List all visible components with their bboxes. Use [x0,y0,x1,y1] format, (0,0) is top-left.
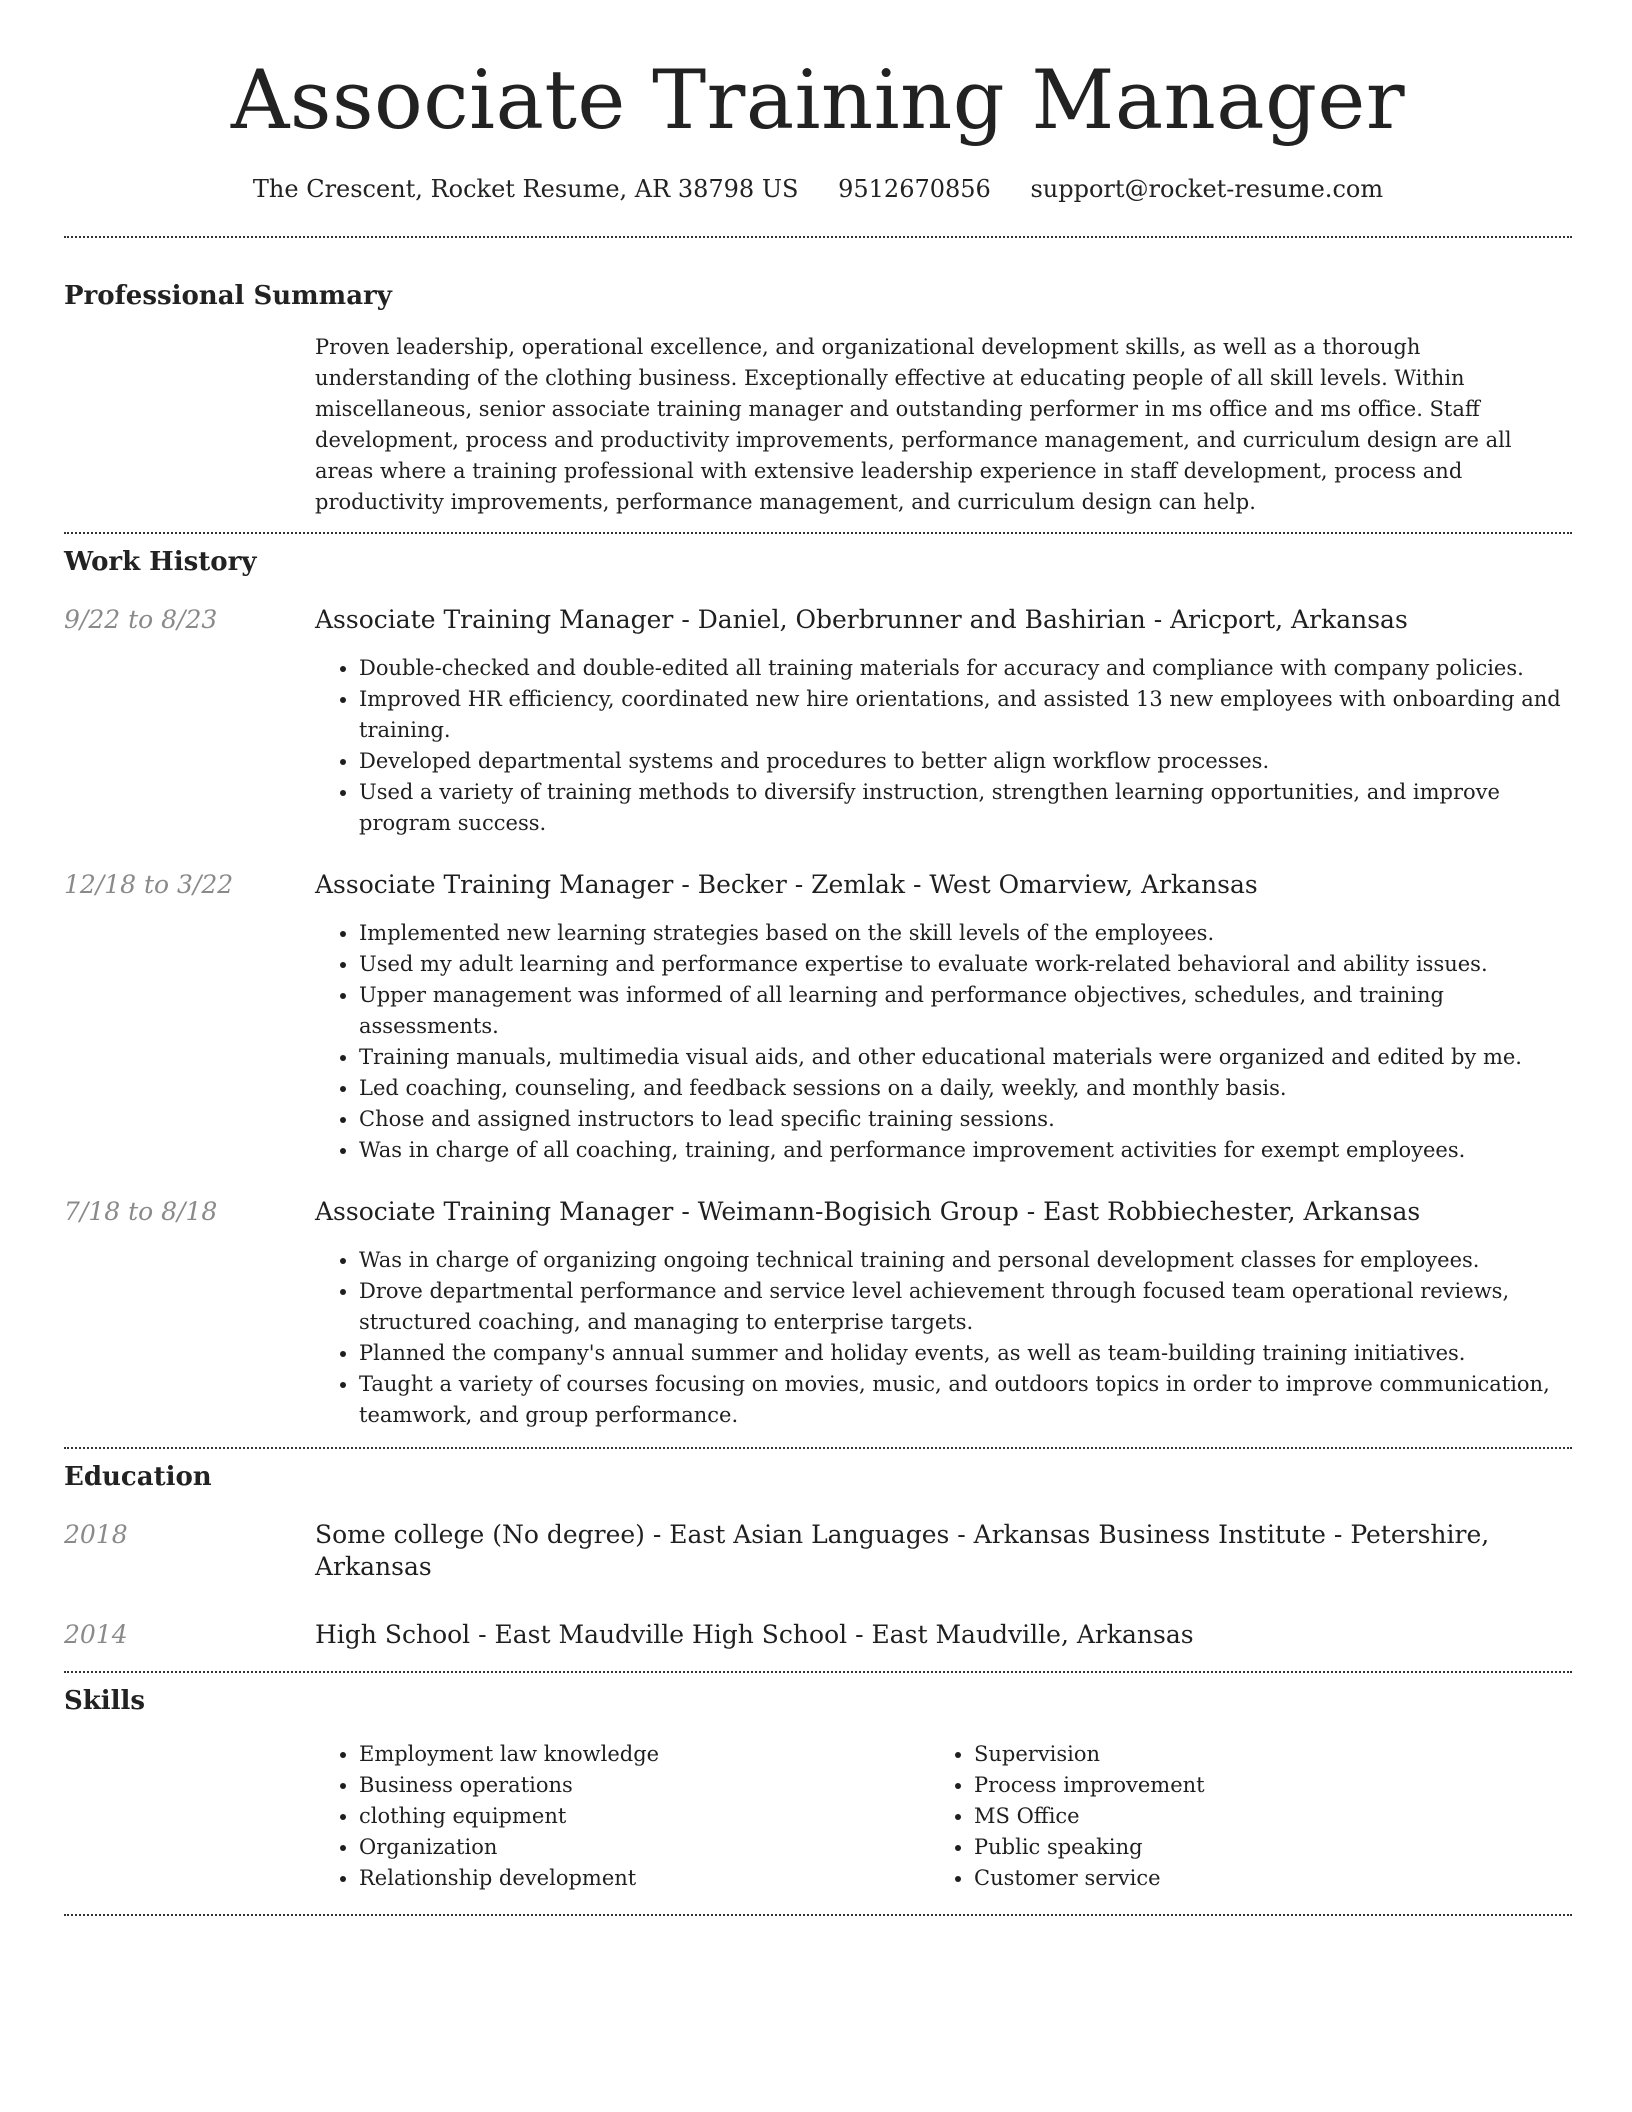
skill-item: • Public speaking [974,1832,1545,1863]
resume-name: Associate Training Manager [230,54,1406,148]
job-entry [64,604,1572,839]
skill-item: • Relationship development [359,1863,930,1894]
education-detail: High School - East Maudville High School - East Maudville, Arkansas [315,1620,1194,1649]
education-year: 2014 [64,1620,128,1649]
skills-column-2 [930,1739,1545,1894]
skill-item: • MS Office [974,1801,1545,1832]
job-title: Associate Training Manager - Daniel, Oberbrunner and Bashirian - Aricport, Arkansas [315,605,1408,634]
skill-item: • clothing equipment [359,1801,930,1832]
job-bullet: • Was in charge of organizing ongoing technical training and personal development classes for employees. [359,1245,1572,1276]
job-bullet: • Taught a variety of courses focusing on movies, music, and outdoors topics in order to improve communication, teamwork, and group performance. [359,1369,1572,1431]
education-entry [64,1619,1572,1651]
job-bullet: • Developed departmental systems and procedures to better align workflow processes. [359,746,1572,777]
education-title: Education [64,1462,212,1492]
job-bullet: • Chose and assigned instructors to lead specific training sessions. [359,1104,1572,1135]
divider [64,532,1572,534]
summary-section [64,280,1572,518]
contact-phone: 9512670856 [838,175,991,203]
job-bullet: • Training manuals, multimedia visual aids, and other educational materials were organized and edited by me. [359,1042,1572,1073]
summary-text: Proven leadership, operational excellence, and organizational development skills, as well as a thorough understanding of the clothing business. Exceptionally effective at educating people of all skill levels. Within miscellaneous, senior associate training manager and outstanding performer in ms office and ms office. Staff development, process and productivity improvements, performance management, and curriculum design are all areas where a training professional with extensive leadership experience in staff development, process and productivity improvements, performance management, and curriculum design can help. [315,335,1512,514]
divider [64,1671,1572,1673]
job-bullets [315,1245,1572,1431]
skill-item: • Business operations [359,1770,930,1801]
job-bullet: • Drove departmental performance and service level achievement through focused team operational reviews, structured coaching, and managing to enterprise targets. [359,1276,1572,1338]
job-bullet: • Upper management was informed of all learning and performance objectives, schedules, and training assessments. [359,980,1572,1042]
work-section [64,546,1572,1431]
skills-title: Skills [64,1686,146,1716]
job-dates: 12/18 to 3/22 [64,870,234,899]
job-bullet: • Was in charge of all coaching, training, and performance improvement activities for exempt employees. [359,1135,1572,1166]
skill-item: • Customer service [974,1863,1545,1894]
education-section [64,1461,1572,1651]
job-title: Associate Training Manager - Becker - Zemlak - West Omarview, Arkansas [315,870,1258,899]
job-bullet: • Implemented new learning strategies based on the skill levels of the employees. [359,918,1572,949]
skills-spacer [64,1739,315,1894]
job-bullet: • Double-checked and double-edited all training materials for accuracy and compliance with company policies. [359,653,1572,684]
contact-address: The Crescent, Rocket Resume, AR 38798 US [252,175,799,203]
education-detail: Some college (No degree) - East Asian Languages - Arkansas Business Institute - Petershire, Arkansas [315,1520,1490,1581]
skill-item: • Organization [359,1832,930,1863]
education-entry [64,1519,1572,1583]
skills-column-1 [315,1739,930,1894]
job-bullet: • Used my adult learning and performance expertise to evaluate work-related behavioral and ability issues. [359,949,1572,980]
divider [64,1447,1572,1449]
job-bullet: • Led coaching, counseling, and feedback sessions on a daily, weekly, and monthly basis. [359,1073,1572,1104]
work-title: Work History [64,547,257,577]
job-bullet: • Planned the company's annual summer and holiday events, as well as team-building training initiatives. [359,1338,1572,1369]
divider [64,1914,1572,1916]
job-dates: 9/22 to 8/23 [64,605,218,634]
contact-email: support@rocket-resume.com [1030,175,1384,203]
skill-item: • Process improvement [974,1770,1545,1801]
skills-section [64,1685,1572,1894]
job-entry [64,869,1572,1166]
summary-spacer [64,332,315,518]
job-bullets [315,653,1572,839]
skill-item: • Employment law knowledge [359,1739,930,1770]
job-bullet: • Used a variety of training methods to diversify instruction, strengthen learning opportunities, and improve program success. [359,777,1572,839]
resume-page [64,0,1572,1916]
job-dates: 7/18 to 8/18 [64,1197,218,1226]
skill-item: • Supervision [974,1739,1545,1770]
job-entry [64,1196,1572,1431]
contact-line [64,174,1572,204]
divider [64,236,1572,238]
job-title: Associate Training Manager - Weimann-Bogisich Group - East Robbiechester, Arkansas [315,1197,1421,1226]
summary-title: Professional Summary [64,281,392,311]
education-year: 2018 [64,1520,128,1549]
job-bullet: • Improved HR efficiency, coordinated new hire orientations, and assisted 13 new employees with onboarding and training. [359,684,1572,746]
job-bullets [315,918,1572,1166]
